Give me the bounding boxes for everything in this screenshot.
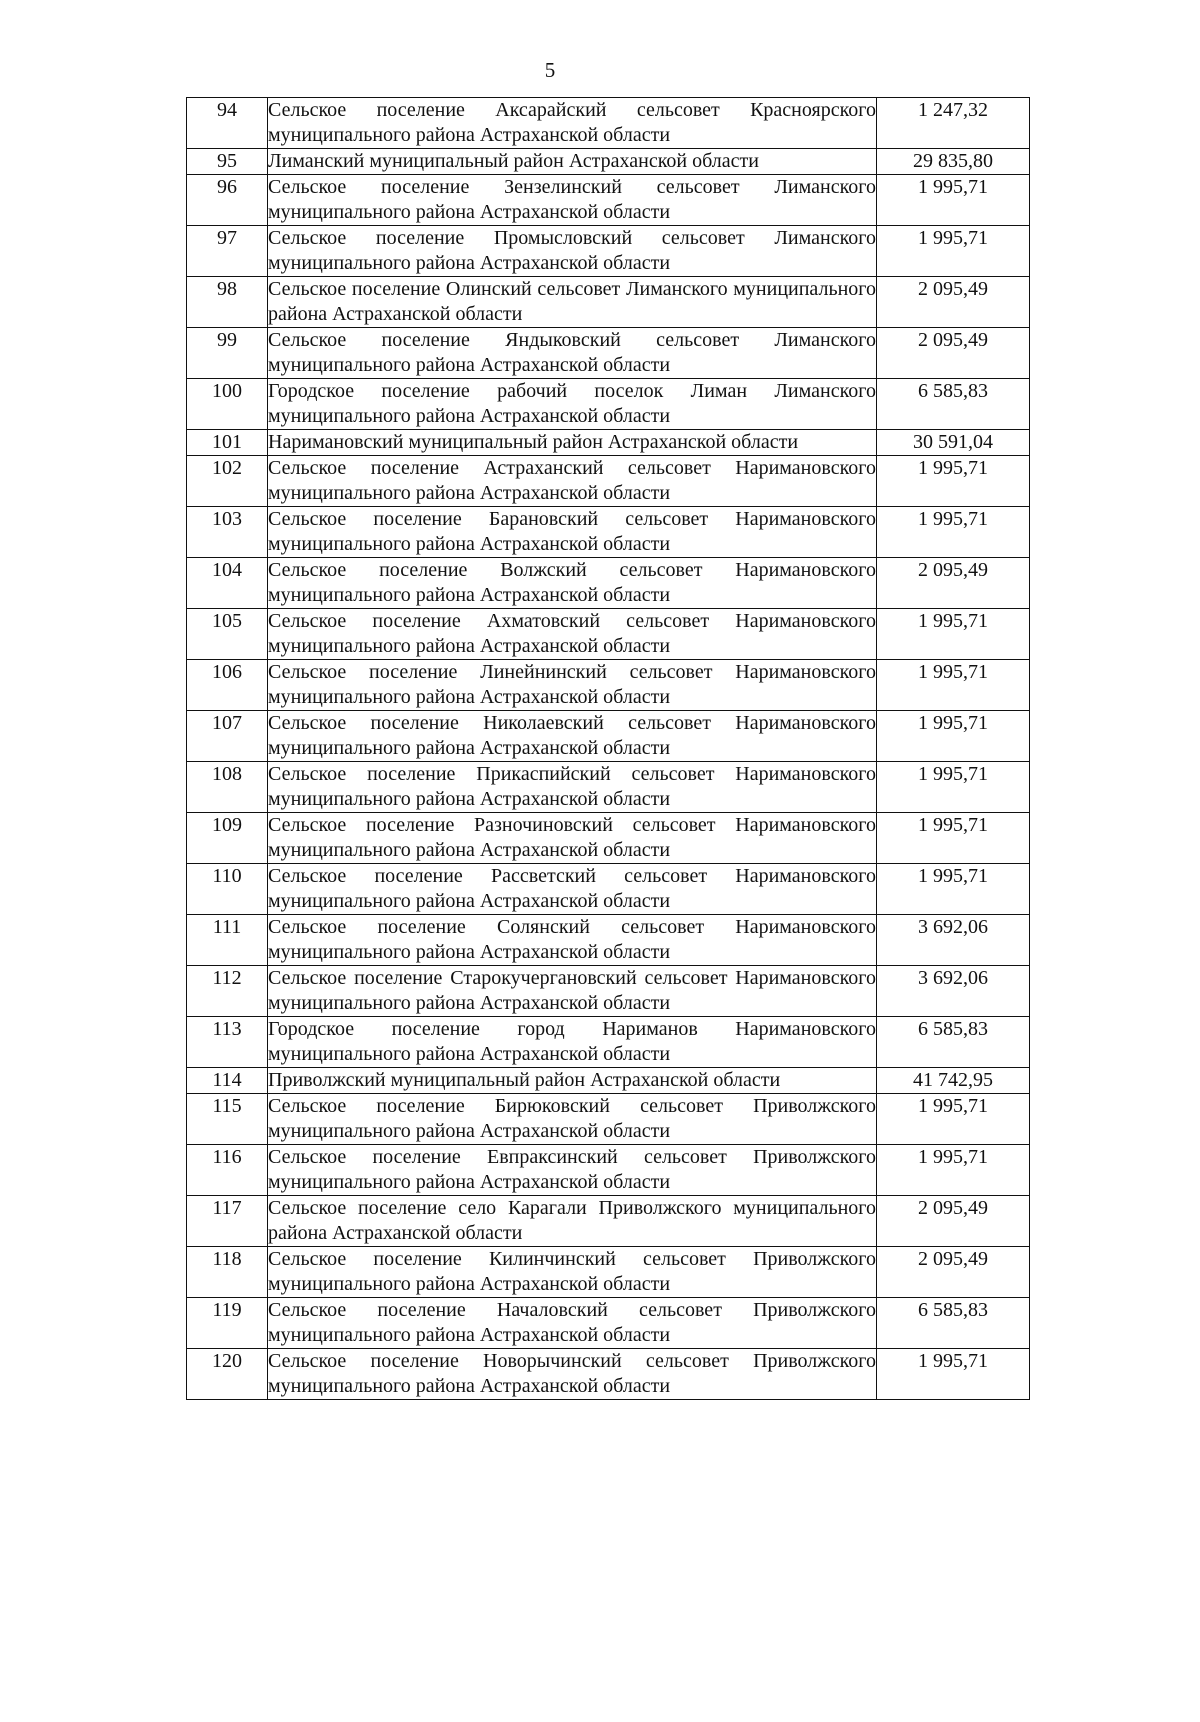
row-number: 104 [187,558,268,609]
municipality-name: Сельское поселение Астраханский сельсовет Наримановского муниципального района Астраханской области [268,456,877,507]
municipality-name: Сельское поселение Началовский сельсовет Приволжского муниципального района Астраханской области [268,1298,877,1349]
amount-value: 2 095,49 [877,1247,1030,1298]
amount-value: 1 995,71 [877,226,1030,277]
amount-value: 2 095,49 [877,277,1030,328]
amount-value: 1 995,71 [877,660,1030,711]
row-number: 116 [187,1145,268,1196]
row-number: 105 [187,609,268,660]
municipality-name: Наримановский муниципальный район Астраханской области [268,430,877,456]
amount-value: 6 585,83 [877,379,1030,430]
allocation-table [186,97,1030,1400]
municipality-name: Сельское поселение Волжский сельсовет Наримановского муниципального района Астраханской области [268,558,877,609]
municipality-name: Городское поселение город Нариманов Наримановского муниципального района Астраханской области [268,1017,877,1068]
table-row [187,1349,1030,1400]
municipality-name: Сельское поселение Ахматовский сельсовет Наримановского муниципального района Астраханской области [268,609,877,660]
amount-value: 29 835,80 [877,149,1030,175]
amount-value: 1 995,71 [877,1145,1030,1196]
table-row [187,1196,1030,1247]
amount-value: 3 692,06 [877,966,1030,1017]
municipality-name: Сельское поселение село Карагали Приволжского муниципального района Астраханской области [268,1196,877,1247]
row-number: 101 [187,430,268,456]
row-number: 107 [187,711,268,762]
municipality-name: Сельское поселение Олинский сельсовет Лиманского муниципального района Астраханской области [268,277,877,328]
table-row [187,226,1030,277]
row-number: 99 [187,328,268,379]
table-row [187,966,1030,1017]
amount-value: 2 095,49 [877,558,1030,609]
municipality-name: Сельское поселение Прикаспийский сельсовет Наримановского муниципального района Астраханской области [268,762,877,813]
amount-value: 1 995,71 [877,813,1030,864]
row-number: 115 [187,1094,268,1145]
row-number: 109 [187,813,268,864]
row-number: 96 [187,175,268,226]
table-row [187,507,1030,558]
table-row [187,1017,1030,1068]
table-row [187,328,1030,379]
row-number: 108 [187,762,268,813]
municipality-name: Сельское поселение Рассветский сельсовет Наримановского муниципального района Астраханской области [268,864,877,915]
row-number: 111 [187,915,268,966]
municipality-name: Сельское поселение Старокучергановский сельсовет Наримановского муниципального района Астраханской области [268,966,877,1017]
table-row [187,915,1030,966]
table-row [187,1068,1030,1094]
municipality-name: Сельское поселение Промысловский сельсовет Лиманского муниципального района Астраханской области [268,226,877,277]
amount-value: 1 995,71 [877,507,1030,558]
table-row [187,175,1030,226]
table-row [187,660,1030,711]
municipality-name: Сельское поселение Николаевский сельсовет Наримановского муниципального района Астраханской области [268,711,877,762]
amount-value: 1 995,71 [877,175,1030,226]
row-number: 120 [187,1349,268,1400]
row-number: 102 [187,456,268,507]
municipality-name: Сельское поселение Килинчинский сельсовет Приволжского муниципального района Астраханской области [268,1247,877,1298]
row-number: 103 [187,507,268,558]
table-row [187,609,1030,660]
row-number: 98 [187,277,268,328]
amount-value: 1 995,71 [877,1349,1030,1400]
municipality-name: Сельское поселение Аксарайский сельсовет Красноярского муниципального района Астраханской области [268,98,877,149]
row-number: 118 [187,1247,268,1298]
amount-value: 41 742,95 [877,1068,1030,1094]
row-number: 117 [187,1196,268,1247]
municipality-name: Сельское поселение Яндыковский сельсовет Лиманского муниципального района Астраханской области [268,328,877,379]
table-row [187,456,1030,507]
municipality-name: Сельское поселение Линейнинский сельсовет Наримановского муниципального района Астраханской области [268,660,877,711]
municipality-name: Сельское поселение Зензелинский сельсовет Лиманского муниципального района Астраханской области [268,175,877,226]
table-row [187,813,1030,864]
amount-value: 6 585,83 [877,1017,1030,1068]
amount-value: 1 995,71 [877,711,1030,762]
row-number: 97 [187,226,268,277]
table-row [187,149,1030,175]
amount-value: 1 995,71 [877,864,1030,915]
table-row [187,277,1030,328]
amount-value: 1 995,71 [877,1094,1030,1145]
row-number: 100 [187,379,268,430]
table-row [187,1298,1030,1349]
table-row [187,1145,1030,1196]
row-number: 95 [187,149,268,175]
page-number: 5 [544,58,556,82]
table-row [187,1247,1030,1298]
table-row [187,430,1030,456]
row-number: 114 [187,1068,268,1094]
municipality-name: Сельское поселение Барановский сельсовет Наримановского муниципального района Астраханской области [268,507,877,558]
amount-value: 2 095,49 [877,1196,1030,1247]
table-row [187,1094,1030,1145]
municipality-name: Сельское поселение Разночиновский сельсовет Наримановского муниципального района Астраханской области [268,813,877,864]
table-row [187,558,1030,609]
municipality-name: Сельское поселение Евпраксинский сельсовет Приволжского муниципального района Астраханской области [268,1145,877,1196]
amount-value: 1 995,71 [877,456,1030,507]
row-number: 112 [187,966,268,1017]
table-row [187,379,1030,430]
municipality-name: Сельское поселение Солянский сельсовет Наримановского муниципального района Астраханской области [268,915,877,966]
amount-value: 30 591,04 [877,430,1030,456]
table-row [187,711,1030,762]
row-number: 119 [187,1298,268,1349]
municipality-name: Сельское поселение Новорычинский сельсовет Приволжского муниципального района Астраханской области [268,1349,877,1400]
amount-value: 1 995,71 [877,762,1030,813]
municipality-name: Лиманский муниципальный район Астраханской области [268,149,877,175]
amount-value: 2 095,49 [877,328,1030,379]
row-number: 94 [187,98,268,149]
row-number: 106 [187,660,268,711]
municipality-name: Приволжский муниципальный район Астраханской области [268,1068,877,1094]
amount-value: 1 247,32 [877,98,1030,149]
amount-value: 6 585,83 [877,1298,1030,1349]
table-row [187,98,1030,149]
row-number: 110 [187,864,268,915]
municipality-name: Сельское поселение Бирюковский сельсовет Приволжского муниципального района Астраханской области [268,1094,877,1145]
table-body [187,98,1030,1400]
table-row [187,864,1030,915]
table-row [187,762,1030,813]
amount-value: 3 692,06 [877,915,1030,966]
amount-value: 1 995,71 [877,609,1030,660]
municipality-name: Городское поселение рабочий поселок Лиман Лиманского муниципального района Астраханской области [268,379,877,430]
row-number: 113 [187,1017,268,1068]
